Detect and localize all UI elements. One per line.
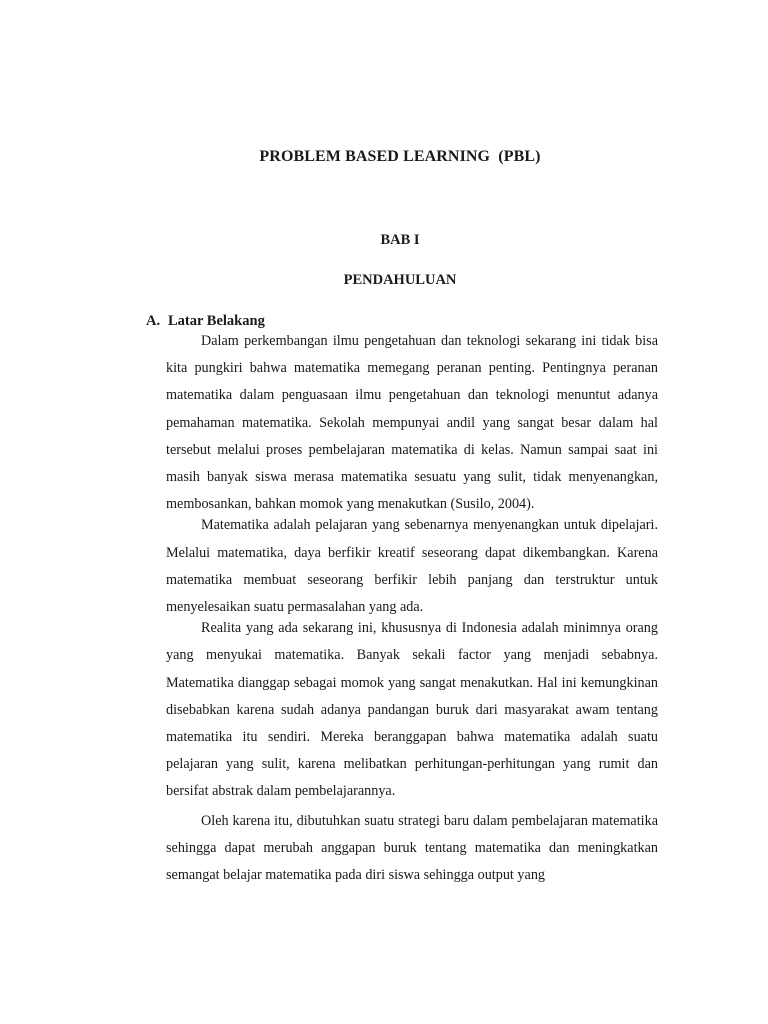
- paragraph: Oleh karena itu, dibutuhkan suatu strategi baru dalam pembelajaran matematika sehingga dapat merubah anggapan buruk tentang matematika dan meningkatkan semangat belajar matematika pada diri siswa sehingga output yang: [166, 812, 658, 884]
- section-body: [166, 328, 658, 889]
- chapter-number: BAB I: [380, 232, 420, 248]
- paragraph: Realita yang ada sekarang ini, khususnya di Indonesia adalah minimnya orang yang menyukai matematika. Banyak sekali factor yang menjadi sebabnya. Matematika dianggap sebagai momok yang sangat menakutkan. Hal ini kemungkinan disebabkan karena sudah adanya pandangan buruk dari masyarakat awam tentang matematika itu sendiri. Mereka beranggapan bahwa matematika adalah suatu pelajaran yang sulit, karena melibatkan perhitungan-perhitungan yang rumit dan bersifat abstrak dalam pembelajarannya.: [166, 620, 658, 800]
- paragraph: Dalam perkembangan ilmu pengetahuan dan teknologi sekarang ini tidak bisa kita pungkiri bahwa matematika memegang peranan penting. Pentingnya peranan matematika dalam penguasaan ilmu pengetahuan dan teknologi menuntut adanya pemahaman matematika. Sekolah mempunyai andil yang sangat besar dalam hal tersebut melalui proses pembelajaran matematika di kelas. Namun sampai saat ini masih banyak siswa merasa matematika sesuatu yang sulit, tidak menyenangkan, membosankan, bahkan momok yang menakutkan (Susilo, 2004).: [166, 333, 658, 513]
- section-marker: A.: [146, 313, 161, 329]
- section-heading-text: Latar Belakang: [168, 313, 265, 329]
- paragraph: Matematika adalah pelajaran yang sebenarnya menyenangkan untuk dipelajari. Melalui matematika, daya berfikir kreatif seseorang dapat dikembangkan. Karena matematika membuat seseorang berfikir lebih panjang dan terstruktur untuk menyelesaikan suatu permasalahan yang ada.: [166, 517, 658, 616]
- chapter-title: PENDAHULUAN: [343, 272, 457, 288]
- document-title: PROBLEM BASED LEARNING (PBL): [259, 148, 541, 165]
